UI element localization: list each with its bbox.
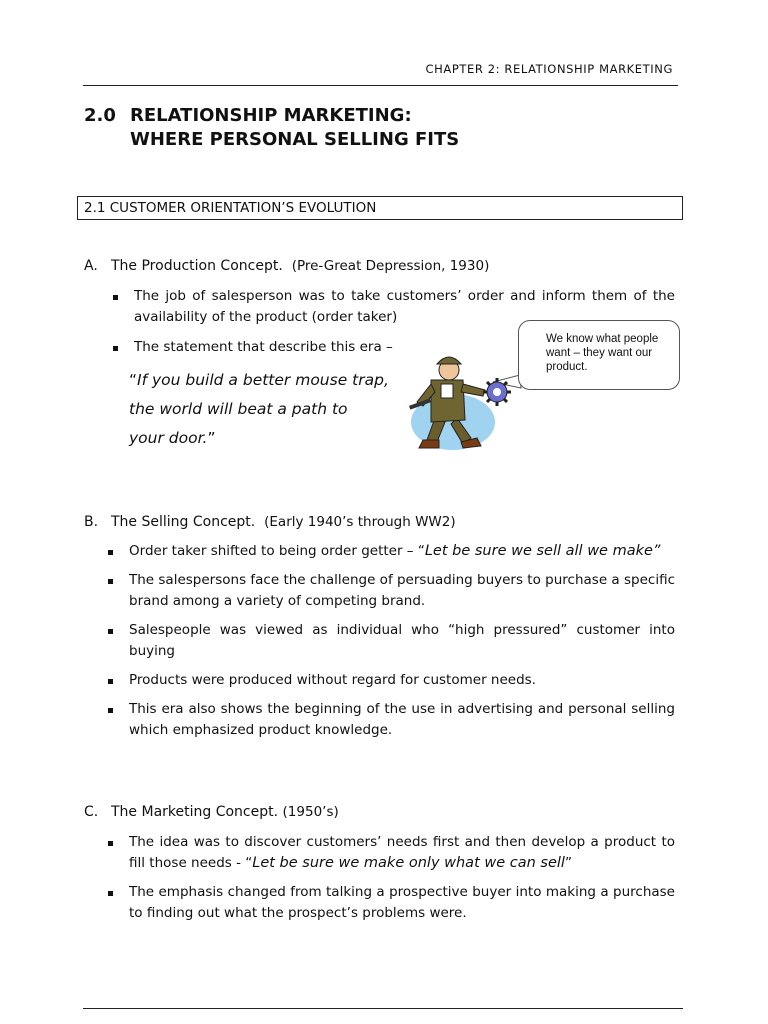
marketing-period: (1950’s): [282, 804, 339, 820]
bullet-text: The idea was to discover customers’ needs first and then develop a product to fill those needs - “: [129, 834, 675, 871]
selling-letter: B.: [84, 514, 99, 530]
running-header: CHAPTER 2: RELATIONSHIP MARKETING: [425, 62, 673, 76]
bullet-text: The emphasis changed from talking a prospective buyer into making a purchase to finding out what the prospect’s problems were.: [129, 884, 675, 921]
bullet-close-quote: ”: [564, 855, 572, 871]
list-item: [129, 882, 675, 924]
bullet-text: The statement that describe this era –: [134, 339, 393, 355]
production-letter: A.: [84, 258, 98, 274]
list-item: [129, 541, 675, 562]
selling-heading: [84, 514, 456, 530]
marketing-heading: [84, 804, 339, 820]
chapter-title-line1: RELATIONSHIP MARKETING:: [130, 105, 412, 126]
quote-close-mark: ”: [207, 429, 216, 447]
marketing-name: The Marketing Concept.: [111, 804, 279, 820]
selling-name: The Selling Concept.: [111, 514, 256, 530]
production-name: The Production Concept.: [111, 258, 283, 274]
bullet-text: The salespersons face the challenge of persuading buyers to purchase a specific brand among a variety of competing brand.: [129, 572, 675, 609]
chapter-title-line2: WHERE PERSONAL SELLING FITS: [130, 129, 460, 150]
production-heading: [84, 258, 489, 274]
list-item: [129, 670, 675, 691]
production-quote: [129, 366, 389, 453]
bullet-text: This era also shows the beginning of the use in advertising and personal selling which emphasized product knowledge.: [129, 701, 675, 738]
list-item: [129, 832, 675, 874]
header-rule: [83, 85, 678, 86]
selling-bullets: [129, 541, 675, 749]
list-item: [129, 620, 675, 662]
production-bullets-2: [134, 337, 424, 366]
chapter-title: [84, 104, 459, 152]
bullet-marker: [108, 629, 113, 634]
chapter-number: 2.0: [84, 105, 116, 126]
list-item: [129, 699, 675, 741]
bullet-emphasis: Let be sure we make only what we can sell: [252, 855, 565, 871]
bullet-marker: [108, 891, 113, 896]
footer-rule: [83, 1008, 683, 1009]
bullet-marker: [108, 550, 113, 555]
bullet-text: Products were produced without regard for customer needs.: [129, 672, 536, 688]
bullet-close-quote: ”: [652, 543, 661, 559]
bullet-text: Order taker shifted to being order getter – “: [129, 543, 425, 559]
bullet-text: The job of salesperson was to take customers’ order and inform them of the availability of the product (order taker): [134, 288, 675, 325]
bullet-marker: [113, 295, 118, 300]
quote-line: your door.: [129, 429, 208, 447]
speech-bubble-text: We know what people want – they want our product.: [546, 333, 659, 373]
marketing-bullets: [129, 832, 675, 932]
bullet-marker: [108, 679, 113, 684]
selling-period: (Early 1940’s through WW2): [264, 514, 456, 530]
quote-open-mark: “: [129, 371, 138, 389]
quote-line: If you build a better mouse trap,: [137, 371, 389, 389]
bullet-marker: [113, 346, 118, 351]
bullet-text: Salespeople was viewed as individual who “high pressured” customer into buying: [129, 622, 675, 659]
list-item: [134, 337, 424, 358]
section-heading: 2.1 CUSTOMER ORIENTATION’S EVOLUTION: [77, 196, 683, 220]
list-item: [129, 570, 675, 612]
bullet-marker: [108, 841, 113, 846]
quote-line: the world will beat a path to: [129, 400, 348, 418]
production-period: (Pre-Great Depression, 1930): [291, 258, 490, 274]
bullet-marker: [108, 708, 113, 713]
marketing-letter: C.: [84, 804, 99, 820]
bullet-marker: [108, 579, 113, 584]
bullet-emphasis: Let be sure we sell all we make: [424, 543, 653, 559]
